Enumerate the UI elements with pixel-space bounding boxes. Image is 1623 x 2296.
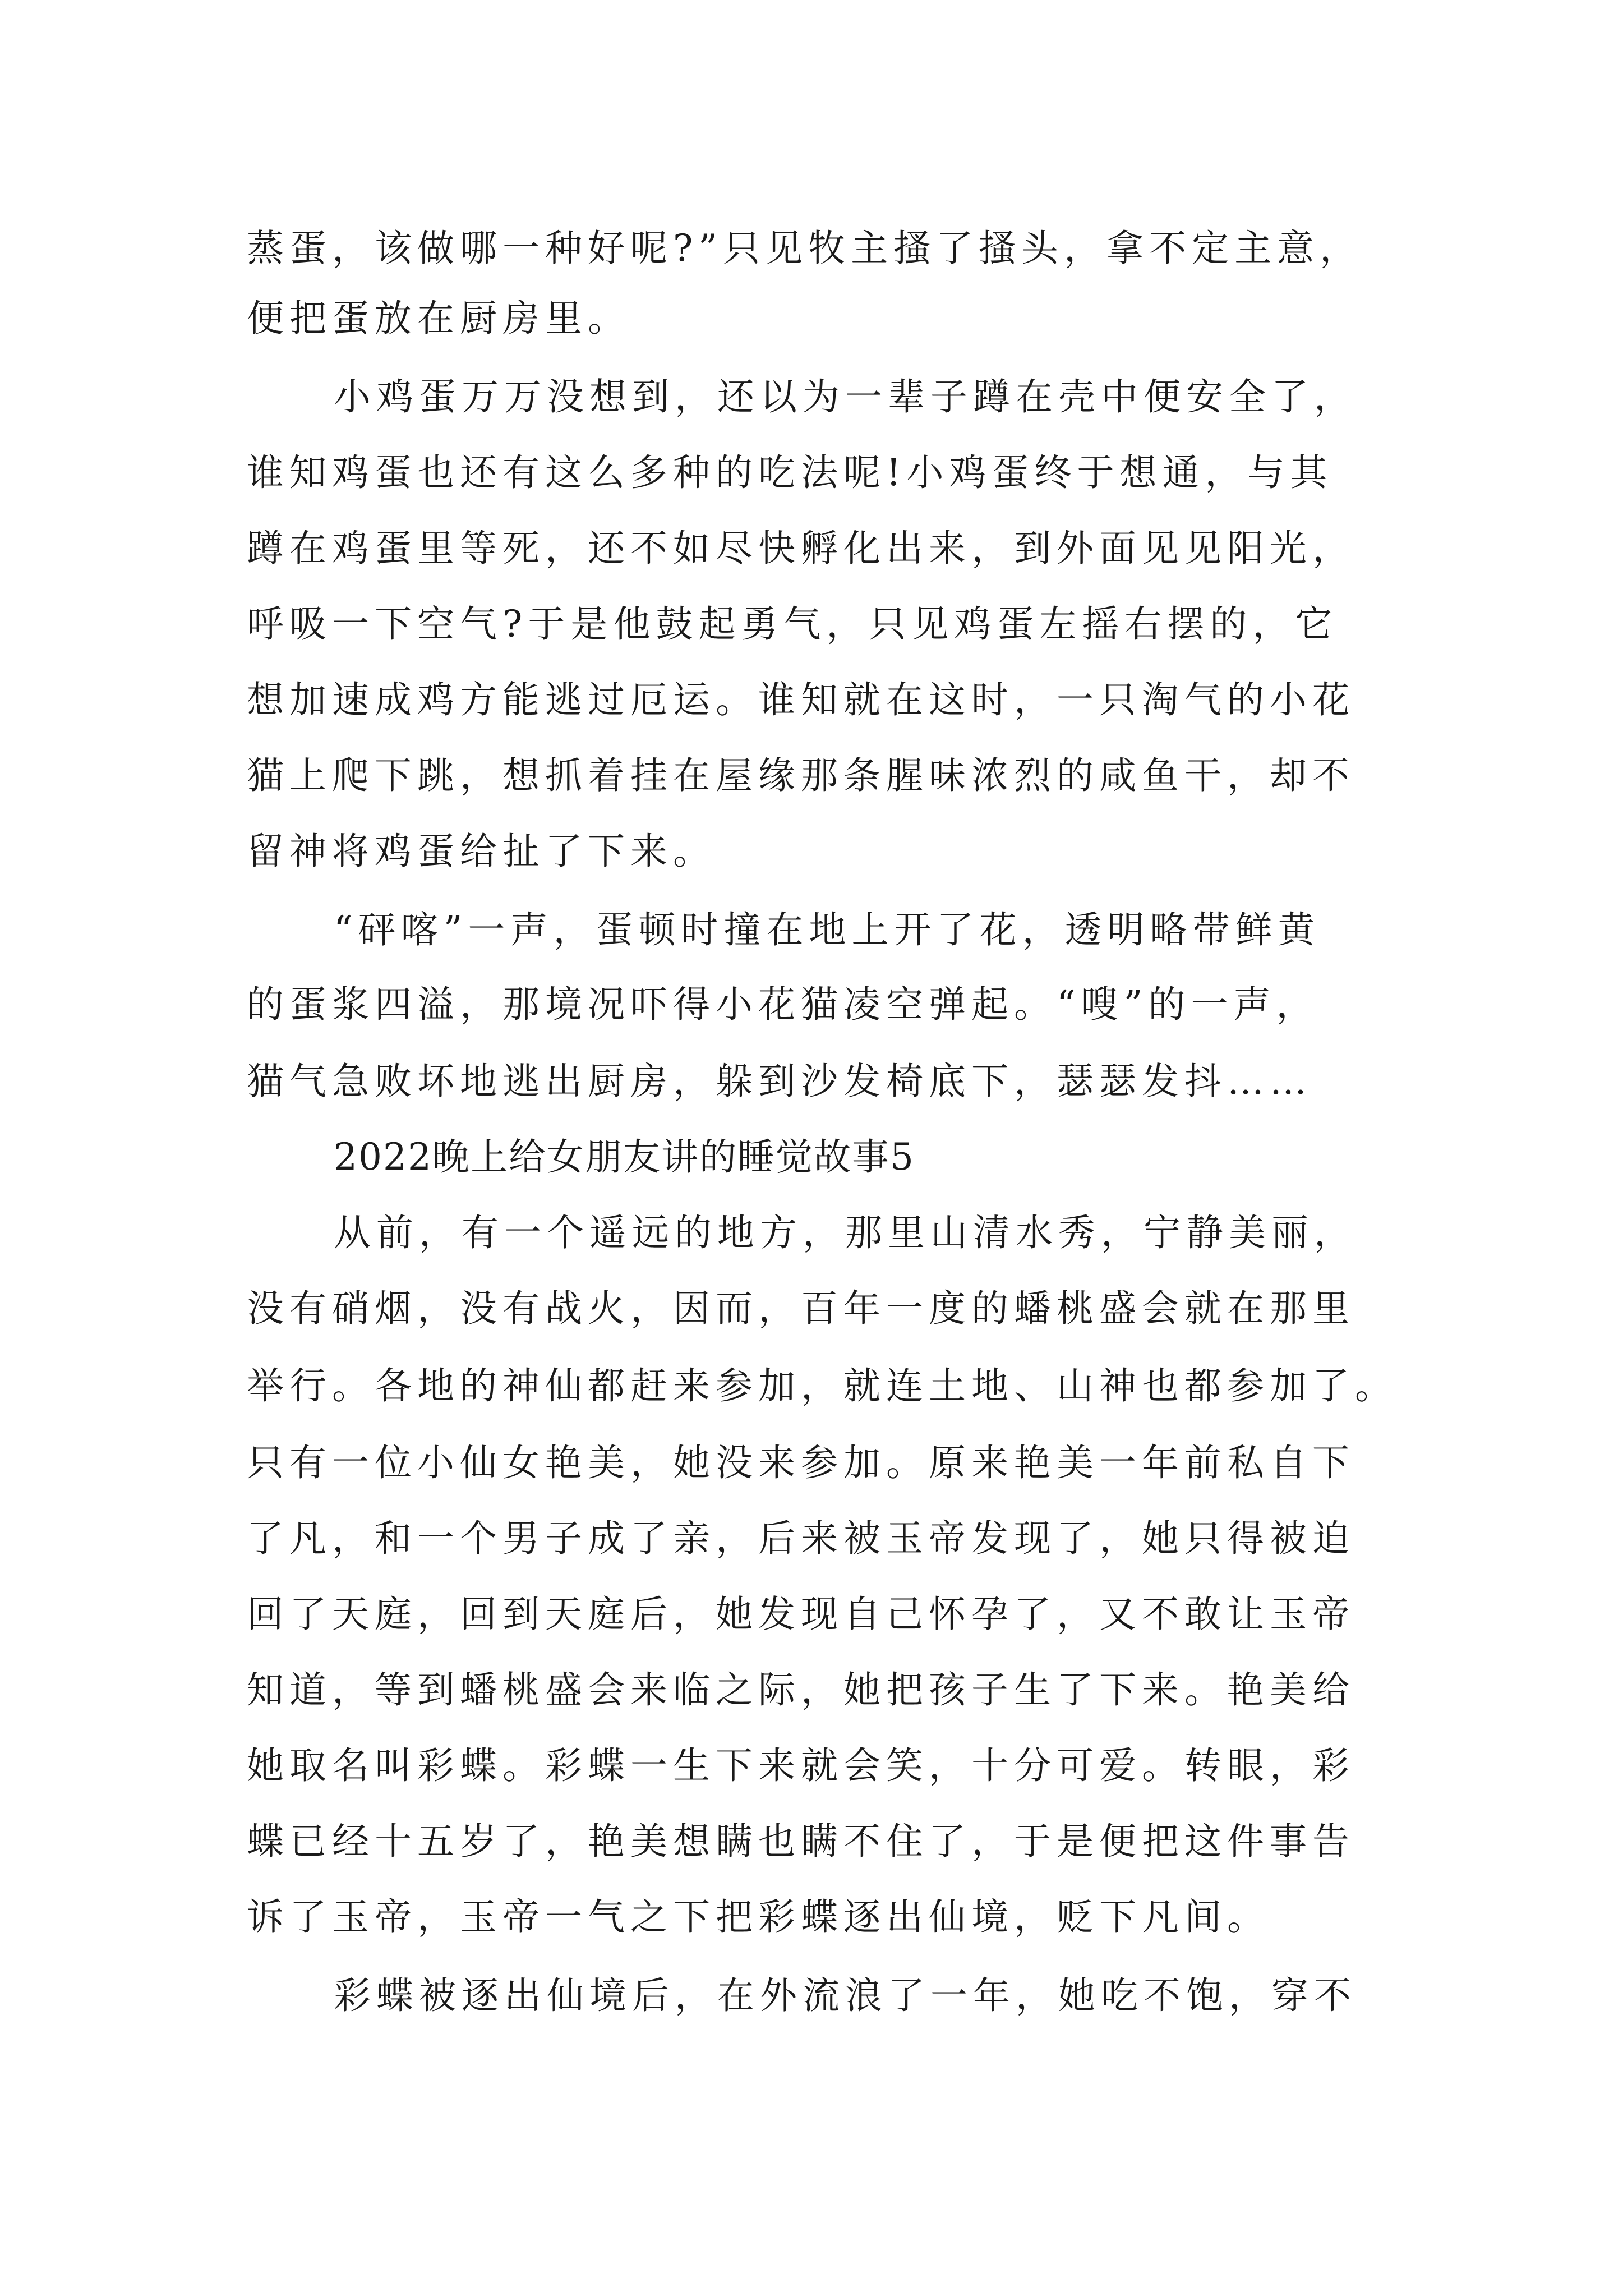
text-line: 了凡，和一个男子成了亲，后来被玉帝发现了，她只得被迫	[247, 1517, 1355, 1560]
text-line: 呼吸一下空气?于是他鼓起勇气，只见鸡蛋左摇右摆的，它	[247, 602, 1338, 646]
text-line: 她取名叫彩蝶。彩蝶一生下来就会笑，十分可爱。转眼，彩	[247, 1744, 1355, 1787]
section-heading: 2022晚上给女朋友讲的睡觉故事5	[334, 1135, 915, 1179]
text-line: 蝶已经十五岁了，艳美想瞒也瞒不住了，于是便把这件事告	[247, 1820, 1355, 1863]
text-line: 留神将鸡蛋给扯了下来。	[247, 830, 716, 873]
text-line: 蒸蛋，该做哪一种好呢?”只见牧主搔了搔头，拿不定主意，	[247, 227, 1363, 270]
text-line: 的蛋浆四溢，那境况吓得小花猫凌空弹起。“嗖”的一声，	[247, 983, 1319, 1026]
text-line: 回了天庭，回到天庭后，她发现自己怀孕了，又不敢让玉帝	[247, 1593, 1355, 1636]
text-line: 便把蛋放在厨房里。	[247, 297, 630, 340]
text-line: 诉了玉帝，玉帝一气之下把彩蝶逐出仙境，贬下凡间。	[247, 1895, 1270, 1939]
text-line: 谁知鸡蛋也还有这么多种的吃法呢!小鸡蛋终于想通，与其	[247, 451, 1333, 494]
text-line: 举行。各地的神仙都赶来参加，就连土地、山神也都参加了。	[247, 1364, 1398, 1407]
text-line: 从前，有一个遥远的地方，那里山清水秀，宁静美丽，	[334, 1211, 1357, 1254]
text-line: “砰喀”一声，蛋顿时撞在地上开了花，透明略带鲜黄	[334, 908, 1321, 951]
text-line: 猫气急败坏地逃出厨房，躲到沙发椅底下，瑟瑟发抖……	[247, 1060, 1312, 1103]
text-line: 没有硝烟，没有战火，因而，百年一度的蟠桃盛会就在那里	[247, 1287, 1355, 1330]
text-line: 猫上爬下跳，想抓着挂在屋缘那条腥味浓烈的咸鱼干，却不	[247, 754, 1355, 797]
text-line: 只有一位小仙女艳美，她没来参加。原来艳美一年前私自下	[247, 1441, 1355, 1484]
text-line: 小鸡蛋万万没想到，还以为一辈子蹲在壳中便安全了，	[334, 375, 1357, 418]
text-line: 知道，等到蟠桃盛会来临之际，她把孩子生了下来。艳美给	[247, 1668, 1355, 1711]
text-line: 彩蝶被逐出仙境后，在外流浪了一年，她吃不饱，穿不	[334, 1974, 1357, 2017]
text-line: 蹲在鸡蛋里等死，还不如尽快孵化出来，到外面见见阳光，	[247, 527, 1355, 570]
text-line: 想加速成鸡方能逃过厄运。谁知就在这时，一只淘气的小花	[247, 678, 1355, 721]
